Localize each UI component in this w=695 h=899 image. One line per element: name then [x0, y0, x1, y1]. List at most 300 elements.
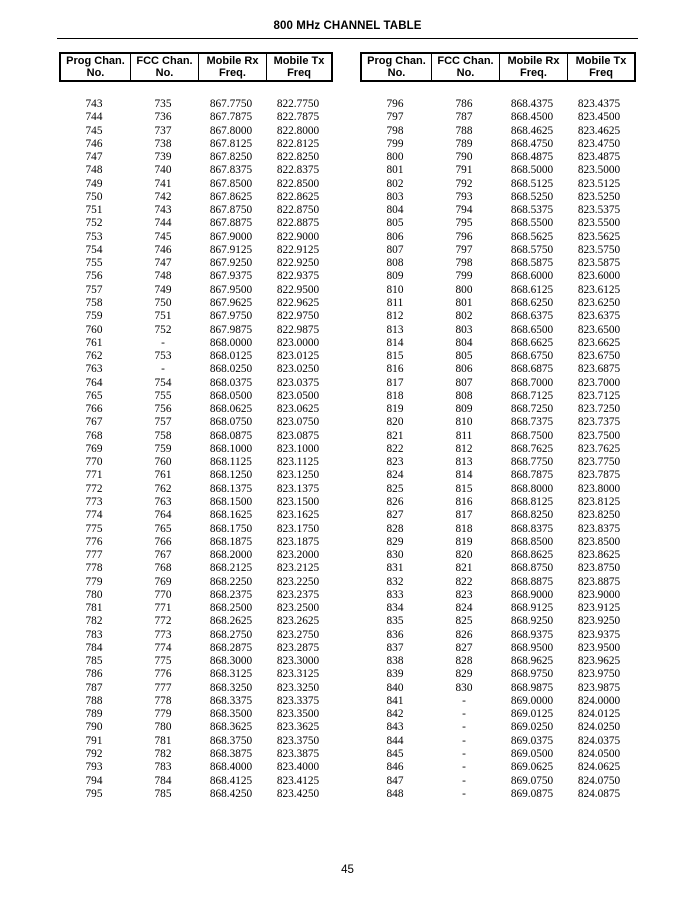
table-row	[360, 483, 636, 496]
mobile-tx-cell: 823.2125	[276, 562, 320, 575]
mobile-tx-cell: 823.9500	[577, 641, 621, 654]
prog-chan-cell: 828	[386, 522, 404, 535]
prog-chan-cell: 840	[386, 681, 404, 694]
right-channel-table	[360, 52, 636, 801]
mobile-tx-cell: 823.2500	[276, 602, 320, 615]
fcc-chan-cell: 820	[455, 549, 473, 562]
prog-chan-cell: 771	[85, 469, 103, 482]
table-row	[360, 416, 636, 429]
prog-chan-cell: 770	[85, 456, 103, 469]
prog-chan-cell: 841	[386, 694, 404, 707]
mobile-tx-cell: 823.6750	[577, 350, 621, 363]
table-row	[59, 748, 333, 761]
fcc-chan-cell: 743	[154, 204, 172, 217]
prog-chan-cell: 747	[85, 151, 103, 164]
table-row	[360, 217, 636, 230]
prog-chan-cell: 786	[85, 668, 103, 681]
fcc-chan-cell: 753	[154, 350, 172, 363]
fcc-chan-cell: 821	[455, 562, 473, 575]
fcc-chan-cell: 824	[455, 602, 473, 615]
fcc-chan-cell: -	[161, 336, 165, 349]
mobile-tx-cell: 822.8625	[276, 190, 320, 203]
mobile-tx-cell: 823.2000	[276, 549, 320, 562]
mobile-tx-cell: 823.8750	[577, 562, 621, 575]
mobile-rx-cell: 868.1000	[209, 442, 253, 455]
mobile-rx-cell: 868.4500	[510, 111, 554, 124]
fcc-chan-cell: 773	[154, 628, 172, 641]
fcc-chan-cell: 826	[455, 628, 473, 641]
fcc-chan-cell: 739	[154, 151, 172, 164]
fcc-chan-cell: 825	[455, 615, 473, 628]
mobile-rx-cell: 868.2125	[209, 562, 253, 575]
mobile-rx-cell: 867.8000	[209, 124, 253, 137]
header-fcc-chan	[432, 54, 500, 80]
mobile-tx-cell: 823.8000	[577, 482, 621, 495]
mobile-tx-cell: 823.4000	[276, 761, 320, 774]
fcc-chan-cell: 815	[455, 482, 473, 495]
prog-chan-cell: 807	[386, 243, 404, 256]
table-row	[59, 98, 333, 111]
mobile-tx-cell: 823.6875	[577, 363, 621, 376]
mobile-rx-cell: 868.1125	[210, 456, 252, 469]
fcc-chan-cell: 747	[154, 257, 172, 270]
fcc-chan-cell: 758	[154, 429, 172, 442]
table-row	[59, 695, 333, 708]
prog-chan-cell: 782	[85, 615, 103, 628]
mobile-rx-cell: 868.9375	[510, 628, 554, 641]
table-row	[59, 788, 333, 801]
prog-chan-cell: 792	[85, 748, 103, 761]
table-row	[59, 615, 333, 628]
mobile-rx-cell: 868.4375	[510, 98, 554, 110]
prog-chan-cell: 809	[386, 270, 404, 283]
table-row	[360, 337, 636, 350]
prog-chan-cell: 772	[85, 482, 103, 495]
mobile-tx-cell: 823.3625	[276, 721, 320, 734]
table-row	[360, 629, 636, 642]
fcc-chan-cell: 742	[154, 190, 172, 203]
mobile-rx-cell: 868.7000	[510, 376, 554, 389]
prog-chan-cell: 817	[386, 376, 404, 389]
mobile-rx-cell: 868.2000	[209, 549, 253, 562]
mobile-tx-cell: 823.1875	[276, 535, 320, 548]
mobile-rx-cell: 868.3000	[209, 655, 253, 668]
mobile-rx-cell: 868.8250	[510, 509, 554, 522]
prog-chan-cell: 842	[386, 708, 404, 721]
mobile-rx-cell: 868.2625	[209, 615, 253, 628]
mobile-tx-cell: 823.4500	[577, 111, 621, 124]
table-row	[59, 562, 333, 575]
table-row	[360, 721, 636, 734]
prog-chan-cell: 794	[85, 774, 103, 787]
fcc-chan-cell: -	[462, 774, 466, 787]
table-row	[59, 589, 333, 602]
mobile-tx-cell: 823.5500	[577, 217, 621, 230]
mobile-tx-cell: 822.8125	[276, 137, 320, 150]
prog-chan-cell: 826	[386, 495, 404, 508]
fcc-chan-cell: 792	[455, 177, 473, 190]
prog-chan-cell: 752	[85, 217, 103, 230]
prog-chan-cell: 744	[85, 111, 103, 124]
prog-chan-cell: 768	[85, 429, 103, 442]
prog-chan-cell: 847	[386, 774, 404, 787]
mobile-rx-cell: 868.5625	[510, 230, 554, 243]
table-row	[59, 655, 333, 668]
table-row	[360, 695, 636, 708]
prog-chan-cell: 766	[85, 403, 103, 416]
fcc-chan-cell: 765	[154, 522, 172, 535]
fcc-chan-cell: 794	[455, 204, 473, 217]
prog-chan-cell: 799	[386, 137, 404, 150]
title-rule	[57, 38, 638, 39]
prog-chan-cell: 757	[85, 283, 103, 296]
table-row	[360, 735, 636, 748]
prog-chan-cell: 764	[85, 376, 103, 389]
mobile-rx-cell: 868.6250	[510, 296, 554, 309]
table-row	[59, 536, 333, 549]
mobile-tx-cell: 824.0625	[577, 761, 621, 774]
table-row	[59, 377, 333, 390]
prog-chan-cell: 843	[386, 721, 404, 734]
fcc-chan-cell: 770	[154, 588, 172, 601]
prog-chan-cell: 832	[386, 575, 404, 588]
mobile-rx-cell: 868.2500	[209, 602, 253, 615]
mobile-rx-cell: 867.8500	[209, 177, 253, 190]
fcc-chan-cell: 772	[154, 615, 172, 628]
mobile-tx-cell: 823.3500	[276, 708, 320, 721]
mobile-rx-cell: 868.8375	[510, 522, 554, 535]
mobile-rx-cell: 868.6375	[510, 310, 554, 323]
prog-chan-cell: 801	[386, 164, 404, 177]
table-row	[360, 231, 636, 244]
mobile-tx-cell: 823.3250	[276, 681, 320, 694]
mobile-tx-cell: 823.2875	[276, 641, 320, 654]
prog-chan-cell: 835	[386, 615, 404, 628]
mobile-tx-cell: 823.1000	[276, 442, 320, 455]
mobile-tx-cell: 823.2250	[276, 575, 320, 588]
table-row	[59, 363, 333, 376]
mobile-rx-cell: 867.7875	[209, 111, 253, 124]
prog-chan-cell: 846	[386, 761, 404, 774]
prog-chan-cell: 769	[85, 442, 103, 455]
mobile-tx-cell: 823.9125	[577, 602, 621, 615]
mobile-rx-cell: 869.0250	[510, 721, 554, 734]
mobile-rx-cell: 868.7875	[510, 469, 554, 482]
prog-chan-cell: 759	[85, 310, 103, 323]
table-row	[360, 748, 636, 761]
prog-chan-cell: 750	[85, 190, 103, 203]
header-mobile-rx-line1: Mobile Rx	[507, 55, 560, 67]
fcc-chan-cell: 801	[455, 296, 473, 309]
table-row	[59, 576, 333, 589]
header-mobile-tx-line1: Mobile Tx	[273, 55, 325, 67]
fcc-chan-cell: 761	[154, 469, 172, 482]
mobile-tx-cell: 823.5375	[577, 204, 621, 217]
fcc-chan-cell: 748	[154, 270, 172, 283]
mobile-rx-cell: 868.1625	[209, 509, 253, 522]
prog-chan-cell: 802	[386, 177, 404, 190]
mobile-tx-cell: 823.8500	[577, 535, 621, 548]
table-row	[360, 284, 636, 297]
mobile-tx-cell: 822.7750	[276, 98, 320, 110]
header-prog-chan	[61, 54, 131, 80]
table-row	[360, 257, 636, 270]
prog-chan-cell: 816	[386, 363, 404, 376]
fcc-chan-cell: 749	[154, 283, 172, 296]
prog-chan-cell: 775	[85, 522, 103, 535]
fcc-chan-cell: 799	[455, 270, 473, 283]
mobile-rx-cell: 867.8750	[209, 204, 253, 217]
table-row	[59, 270, 333, 283]
table-row	[59, 523, 333, 536]
header-mobile-rx-line1: Mobile Rx	[206, 55, 259, 67]
fcc-chan-cell: 812	[455, 442, 473, 455]
prog-chan-cell: 800	[386, 151, 404, 164]
mobile-rx-cell: 868.4625	[510, 124, 554, 137]
fcc-chan-cell: 774	[154, 641, 172, 654]
fcc-chan-cell: -	[462, 748, 466, 761]
mobile-rx-cell: 868.2750	[209, 628, 253, 641]
prog-chan-cell: 804	[386, 204, 404, 217]
fcc-chan-cell: 737	[154, 124, 172, 137]
prog-chan-cell: 760	[85, 323, 103, 336]
prog-chan-cell: 821	[386, 429, 404, 442]
fcc-chan-cell: 796	[455, 230, 473, 243]
mobile-tx-cell: 823.5125	[577, 177, 621, 190]
table-row	[360, 164, 636, 177]
mobile-rx-cell: 868.7500	[510, 429, 554, 442]
mobile-tx-cell: 823.9625	[577, 655, 621, 668]
table-row	[360, 589, 636, 602]
prog-chan-cell: 822	[386, 442, 404, 455]
mobile-rx-cell: 868.0625	[209, 403, 253, 416]
table-row	[360, 509, 636, 522]
mobile-tx-cell: 823.7500	[577, 429, 621, 442]
mobile-rx-cell: 868.9875	[510, 681, 554, 694]
mobile-rx-cell: 868.3250	[209, 681, 253, 694]
table-row	[360, 761, 636, 774]
mobile-rx-cell: 867.8375	[209, 164, 253, 177]
mobile-rx-cell: 867.9000	[209, 230, 253, 243]
prog-chan-cell: 806	[386, 230, 404, 243]
fcc-chan-cell: 738	[154, 137, 172, 150]
mobile-rx-cell: 868.7750	[510, 456, 554, 469]
fcc-chan-cell: 778	[154, 694, 172, 707]
table-row	[59, 642, 333, 655]
prog-chan-cell: 848	[386, 787, 404, 800]
fcc-chan-cell: 814	[455, 469, 473, 482]
fcc-chan-cell: 830	[455, 681, 473, 694]
mobile-tx-cell: 823.8375	[577, 522, 621, 535]
header-mobile-tx-line2: Freq	[287, 67, 311, 79]
fcc-chan-cell: 800	[455, 283, 473, 296]
table-row	[360, 708, 636, 721]
mobile-rx-cell: 868.7125	[510, 389, 554, 402]
mobile-tx-cell: 823.0750	[276, 416, 320, 429]
table-row	[360, 549, 636, 562]
mobile-rx-cell: 869.0125	[510, 708, 554, 721]
fcc-chan-cell: -	[462, 787, 466, 800]
prog-chan-cell: 776	[85, 535, 103, 548]
table-row	[59, 735, 333, 748]
mobile-rx-cell: 868.5500	[510, 217, 554, 230]
table-row	[360, 350, 636, 363]
table-row	[360, 125, 636, 138]
table-row	[59, 151, 333, 164]
prog-chan-cell: 839	[386, 668, 404, 681]
table-row	[59, 217, 333, 230]
mobile-tx-cell: 824.0250	[577, 721, 621, 734]
table-row	[360, 496, 636, 509]
fcc-chan-cell: 745	[154, 230, 172, 243]
mobile-rx-cell: 868.6500	[510, 323, 554, 336]
prog-chan-cell: 829	[386, 535, 404, 548]
table-row	[360, 668, 636, 681]
prog-chan-cell: 763	[85, 363, 103, 376]
table-row	[360, 456, 636, 469]
mobile-tx-cell: 823.2375	[276, 588, 320, 601]
table-row	[360, 204, 636, 217]
mobile-tx-cell: 823.1625	[276, 509, 320, 522]
fcc-chan-cell: -	[462, 721, 466, 734]
table-row	[360, 324, 636, 337]
mobile-rx-cell: 868.0375	[209, 376, 253, 389]
mobile-tx-cell: 823.6625	[577, 336, 621, 349]
prog-chan-cell: 773	[85, 495, 103, 508]
fcc-chan-cell: 783	[154, 761, 172, 774]
mobile-tx-cell: 823.1750	[276, 522, 320, 535]
mobile-rx-cell: 868.6750	[510, 350, 554, 363]
table-row	[59, 191, 333, 204]
fcc-chan-cell: 785	[154, 787, 172, 800]
table-row	[360, 178, 636, 191]
mobile-rx-cell: 868.0000	[209, 336, 253, 349]
prog-chan-cell: 811	[386, 296, 404, 309]
left-table-body	[59, 98, 333, 801]
mobile-tx-cell: 822.9750	[276, 310, 320, 323]
table-row	[360, 403, 636, 416]
prog-chan-cell: 767	[85, 416, 103, 429]
mobile-rx-cell: 867.8625	[209, 190, 253, 203]
fcc-chan-cell: 784	[154, 774, 172, 787]
prog-chan-cell: 761	[85, 336, 103, 349]
mobile-rx-cell: 868.5125	[510, 177, 554, 190]
fcc-chan-cell: 786	[455, 98, 473, 110]
mobile-rx-cell: 867.9625	[209, 296, 253, 309]
table-row	[59, 284, 333, 297]
prog-chan-cell: 823	[386, 456, 404, 469]
mobile-rx-cell: 868.2250	[209, 575, 253, 588]
fcc-chan-cell: 777	[154, 681, 172, 694]
prog-chan-cell: 834	[386, 602, 404, 615]
prog-chan-cell: 749	[85, 177, 103, 190]
table-row	[360, 98, 636, 111]
prog-chan-cell: 785	[85, 655, 103, 668]
table-row	[59, 629, 333, 642]
fcc-chan-cell: 810	[455, 416, 473, 429]
mobile-rx-cell: 868.3375	[209, 694, 253, 707]
mobile-tx-cell: 823.1250	[276, 469, 320, 482]
prog-chan-cell: 779	[85, 575, 103, 588]
mobile-rx-cell: 868.8000	[510, 482, 554, 495]
fcc-chan-cell: 819	[455, 535, 473, 548]
table-row	[360, 138, 636, 151]
mobile-rx-cell: 868.4125	[209, 774, 253, 787]
table-row	[59, 350, 333, 363]
right-table-header	[360, 52, 636, 82]
mobile-tx-cell: 823.0000	[276, 336, 320, 349]
prog-chan-cell: 746	[85, 137, 103, 150]
table-row	[360, 602, 636, 615]
header-fcc-chan-line1: FCC Chan.	[437, 55, 494, 67]
table-row	[360, 536, 636, 549]
header-mobile-rx	[500, 54, 568, 80]
mobile-tx-cell: 823.0625	[276, 403, 320, 416]
fcc-chan-cell: 769	[154, 575, 172, 588]
fcc-chan-cell: 807	[455, 376, 473, 389]
header-mobile-tx-line1: Mobile Tx	[575, 55, 627, 67]
table-row	[59, 324, 333, 337]
table-row	[59, 310, 333, 323]
fcc-chan-cell: 781	[154, 734, 172, 747]
table-row	[59, 430, 333, 443]
mobile-rx-cell: 868.3875	[209, 748, 253, 761]
mobile-tx-cell: 823.9250	[577, 615, 621, 628]
mobile-tx-cell: 823.5875	[577, 257, 621, 270]
prog-chan-cell: 784	[85, 641, 103, 654]
fcc-chan-cell: 789	[455, 137, 473, 150]
table-row	[360, 244, 636, 257]
prog-chan-cell: 813	[386, 323, 404, 336]
mobile-tx-cell: 824.0000	[577, 694, 621, 707]
table-row	[59, 443, 333, 456]
mobile-tx-cell: 823.7250	[577, 403, 621, 416]
fcc-chan-cell: 829	[455, 668, 473, 681]
fcc-chan-cell: 760	[154, 456, 172, 469]
mobile-tx-cell: 823.5625	[577, 230, 621, 243]
fcc-chan-cell: 766	[154, 535, 172, 548]
mobile-tx-cell: 823.7000	[577, 376, 621, 389]
fcc-chan-cell: -	[462, 734, 466, 747]
table-row	[59, 483, 333, 496]
mobile-tx-cell: 824.0375	[577, 734, 621, 747]
prog-chan-cell: 754	[85, 243, 103, 256]
mobile-rx-cell: 868.8875	[510, 575, 554, 588]
mobile-tx-cell: 823.4125	[276, 774, 320, 787]
fcc-chan-cell: 805	[455, 350, 473, 363]
table-row	[59, 138, 333, 151]
table-row	[59, 204, 333, 217]
mobile-rx-cell: 868.7625	[510, 442, 554, 455]
header-prog-chan-line2: No.	[387, 67, 406, 79]
table-row	[59, 164, 333, 177]
left-table-header	[59, 52, 333, 82]
mobile-rx-cell: 868.6000	[510, 270, 554, 283]
mobile-rx-cell: 868.6125	[510, 283, 554, 296]
prog-chan-cell: 831	[386, 562, 404, 575]
fcc-chan-cell: 764	[154, 509, 172, 522]
fcc-chan-cell: 736	[154, 111, 172, 124]
prog-chan-cell: 753	[85, 230, 103, 243]
mobile-tx-cell: 822.9375	[276, 270, 320, 283]
mobile-rx-cell: 869.0625	[510, 761, 554, 774]
mobile-rx-cell: 868.4750	[510, 137, 554, 150]
fcc-chan-cell: -	[462, 761, 466, 774]
table-row	[360, 390, 636, 403]
mobile-tx-cell: 822.8500	[276, 177, 320, 190]
mobile-tx-cell: 823.2625	[276, 615, 320, 628]
mobile-rx-cell: 869.0500	[510, 748, 554, 761]
